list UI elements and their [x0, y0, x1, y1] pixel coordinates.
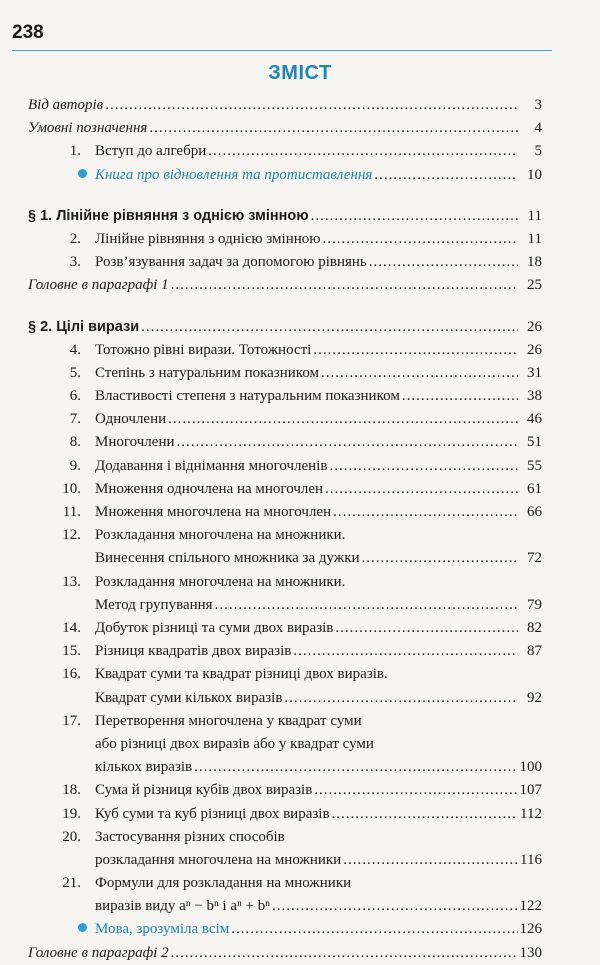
toc-entry[interactable]: [0, 228, 600, 251]
toc-entry-title: Різниця квадратів двох виразів: [95, 643, 292, 660]
toc-entry-page: 31: [527, 364, 542, 381]
toc-entry-number: 7.: [69, 411, 81, 428]
toc-entry-row: [95, 431, 542, 454]
toc-entry-page: 126: [519, 921, 542, 938]
toc-entry-row: [95, 756, 542, 779]
toc-entry[interactable]: [0, 251, 600, 274]
toc-entry[interactable]: [0, 274, 600, 297]
dot-leader: [284, 687, 518, 710]
toc-entry[interactable]: [0, 94, 600, 117]
toc-entry[interactable]: [0, 205, 600, 228]
toc-entry-row: [78, 164, 542, 187]
toc-entry-number: 18.: [62, 782, 81, 799]
toc-entry-page: 100: [519, 759, 542, 776]
toc-entry-row: [95, 640, 542, 663]
toc-entry-title: Винесення спільного множника за дужки: [95, 550, 360, 567]
toc-entry-row: [95, 849, 542, 872]
toc-entry-row: [95, 408, 542, 431]
toc-entry-number: 19.: [62, 805, 81, 822]
toc-entry-row: [28, 205, 542, 228]
toc-entry-title: Куб суми та куб різниці двох виразів: [95, 805, 330, 822]
dot-leader: [231, 918, 517, 941]
dot-leader: [168, 408, 518, 431]
toc-entry-row: [95, 228, 542, 251]
toc-entry-title: § 2. Цілі вирази: [28, 318, 140, 335]
toc-entry-number: 16.: [62, 666, 81, 683]
toc-entry-row: [95, 339, 542, 362]
toc-entry[interactable]: [0, 918, 600, 941]
toc-entry-title: Квадрат суми кількох виразів: [95, 689, 283, 706]
toc-entry-page: 25: [527, 277, 542, 294]
toc-entry-title: Сума й різниця кубів двох виразів: [95, 782, 313, 799]
toc-entry-page: 26: [527, 341, 542, 358]
toc-entry-page: 11: [527, 230, 542, 247]
toc-entry-title: Застосування різних способів: [95, 828, 285, 845]
toc-entry-page: 11: [527, 207, 542, 224]
toc-entry[interactable]: [0, 942, 600, 965]
toc-entry[interactable]: [0, 408, 600, 431]
toc-entry-number: 6.: [69, 388, 81, 405]
toc-entry-title: кількох виразів: [95, 759, 193, 776]
dot-leader: [325, 478, 518, 501]
toc-entry[interactable]: [0, 316, 600, 339]
toc-entry-number: 3.: [69, 254, 81, 271]
toc-entry-number: 14.: [62, 619, 81, 636]
toc-entry-title: Розв’язування задач за допомогою рівнянь: [95, 254, 367, 271]
dot-leader: [215, 594, 518, 617]
toc-entry-number: 2.: [69, 230, 81, 247]
toc-entry-number: 5.: [69, 364, 81, 381]
toc-entry-title: Мова, зрозуміла всім: [95, 921, 230, 938]
toc-entry-title: Додавання і віднімання многочленів: [95, 457, 328, 474]
dot-leader: [335, 617, 518, 640]
toc-entry-title: Головне в параграфі 1: [28, 277, 169, 294]
toc-entry-title: Від авторів: [28, 97, 104, 113]
toc-entry-row: [95, 895, 542, 918]
dot-leader: [171, 942, 518, 965]
dot-leader: [149, 117, 518, 140]
dot-leader: [141, 316, 518, 339]
dot-leader: [194, 756, 517, 779]
toc-entry[interactable]: [0, 826, 600, 872]
dot-leader: [343, 849, 518, 872]
toc-entry-row: [95, 617, 542, 640]
page-title: ЗМІСТ: [268, 62, 332, 84]
toc-entry-number: 8.: [69, 434, 81, 451]
toc-entry-page: 61: [527, 480, 542, 497]
toc-entry-row: [95, 362, 542, 385]
table-of-contents: [0, 94, 600, 965]
toc-entry[interactable]: [0, 501, 600, 524]
toc-entry-row: [95, 455, 542, 478]
toc-entry[interactable]: [0, 663, 600, 709]
dot-leader: [177, 431, 519, 454]
toc-entry-page: 4: [534, 120, 542, 137]
toc-entry-number: 13.: [62, 573, 81, 590]
toc-entry-row: [28, 117, 542, 140]
toc-entry[interactable]: [0, 362, 600, 385]
dot-leader: [171, 274, 518, 297]
toc-entry-title: Добуток різниці та суми двох виразів: [95, 619, 334, 636]
toc-entry-title: Лінійне рівняння з однією змінною: [95, 230, 321, 247]
toc-entry-title: Многочлени: [95, 434, 175, 451]
toc-entry-row: [95, 501, 542, 524]
dot-leader: [293, 640, 518, 663]
toc-entry-title: Властивості степеня з натуральним показником: [95, 388, 400, 405]
toc-entry-row: [28, 274, 542, 297]
toc-entry-page: 87: [527, 643, 542, 660]
toc-entry-page: 5: [534, 143, 542, 160]
toc-entry-page: 107: [519, 782, 542, 799]
toc-entry-row: [95, 779, 542, 802]
toc-entry-page: 46: [527, 411, 542, 428]
toc-entry-title: Перетворення многочлена у квадрат суми: [95, 712, 362, 729]
dot-leader: [332, 803, 518, 826]
dot-leader: [402, 385, 518, 408]
toc-entry-title: розкладання многочлена на множники: [95, 851, 342, 868]
toc-entry-number: 10.: [62, 480, 81, 497]
toc-entry-title: Формули для розкладання на множники: [95, 875, 352, 892]
toc-entry[interactable]: [0, 872, 600, 918]
toc-entry-row: [95, 594, 542, 617]
toc-entry-page: 122: [519, 898, 542, 915]
toc-entry-page: 26: [527, 318, 542, 335]
toc-entry[interactable]: [0, 710, 600, 780]
dot-leader: [374, 164, 518, 187]
dot-leader: [105, 94, 518, 117]
toc-entry-title: Тотожно рівні вирази. Тотожності: [95, 341, 312, 358]
toc-entry-title: Множення многочлена на многочлен: [95, 504, 332, 520]
toc-entry-row: [28, 316, 542, 339]
dot-leader: [362, 547, 518, 570]
toc-entry-row: [95, 385, 542, 408]
toc-entry-number: 1.: [69, 143, 81, 160]
toc-entry-number: 9.: [69, 457, 81, 474]
dot-leader: [311, 205, 518, 228]
toc-entry-page: 3: [534, 97, 542, 113]
toc-entry-page: 38: [527, 388, 542, 405]
toc-entry[interactable]: [0, 140, 600, 163]
toc-entry-number: 15.: [62, 643, 81, 660]
toc-entry-page: 82: [527, 619, 542, 636]
toc-entry-row: [95, 140, 542, 163]
toc-entry-title: Розкладання многочлена на множники.: [95, 573, 346, 590]
toc-entry-page: 112: [520, 805, 542, 822]
dot-leader: [272, 895, 518, 918]
bullet-icon: [78, 169, 87, 178]
toc-entry-page: 72: [527, 550, 542, 567]
toc-entry[interactable]: [0, 164, 600, 187]
toc-entry-title: або різниці двох виразів або у квадрат суми: [95, 735, 374, 752]
toc-entry-title: Множення одночлена на многочлен: [95, 480, 324, 497]
dot-leader: [322, 228, 518, 251]
toc-entry[interactable]: [0, 640, 600, 663]
toc-entry-title: Одночлени: [95, 411, 167, 428]
toc-entry-page: 10: [527, 166, 542, 183]
page-number: 238: [12, 22, 44, 43]
toc-entry[interactable]: [0, 455, 600, 478]
bullet-icon: [78, 923, 87, 932]
toc-entry-page: 79: [527, 596, 542, 613]
toc-entry-title: Квадрат суми та квадрат різниці двох виразів.: [95, 666, 388, 683]
toc-entry-row: [28, 94, 542, 117]
toc-entry[interactable]: [0, 385, 600, 408]
toc-entry-number: 4.: [69, 341, 81, 358]
dot-leader: [329, 455, 518, 478]
toc-entry-page: 130: [519, 944, 542, 961]
toc-entry-title: Метод групування: [95, 596, 213, 613]
toc-entry-title: Вступ до алгебри: [95, 143, 207, 160]
toc-entry-row: [28, 942, 542, 965]
dot-leader: [314, 779, 517, 802]
toc-entry-page: 51: [527, 434, 542, 451]
toc-entry[interactable]: [0, 617, 600, 640]
toc-entry-title: Розкладання многочлена на множники.: [95, 527, 346, 544]
header-rule: [12, 50, 552, 51]
dot-leader: [208, 140, 518, 163]
toc-entry-row: [95, 251, 542, 274]
toc-entry-row: [78, 918, 542, 941]
dot-leader: [321, 362, 518, 385]
toc-entry-title: Книга про відновлення та протиставлення: [95, 166, 373, 183]
toc-entry-page: 55: [527, 457, 542, 474]
toc-entry[interactable]: [0, 339, 600, 362]
toc-entry-number: 17.: [62, 712, 81, 729]
toc-entry-page: 92: [527, 689, 542, 706]
toc-entry[interactable]: [0, 803, 600, 826]
toc-entry-title: Степінь з натуральним показником: [95, 364, 320, 381]
toc-entry-number: 11.: [62, 504, 81, 520]
dot-leader: [369, 251, 518, 274]
toc-entry[interactable]: [0, 478, 600, 501]
toc-entry-number: 12.: [62, 527, 81, 544]
toc-entry[interactable]: [0, 571, 600, 617]
toc-entry-page: 18: [527, 254, 542, 271]
toc-entry-row: [95, 803, 542, 826]
toc-entry-number: 21.: [62, 875, 81, 892]
toc-entry[interactable]: [0, 431, 600, 454]
toc-entry-title: § 1. Лінійне рівняння з однією змінною: [28, 207, 309, 224]
toc-entry-page: 66: [527, 504, 542, 520]
toc-entry[interactable]: [0, 779, 600, 802]
toc-entry-page: 116: [520, 851, 542, 868]
toc-entry[interactable]: [0, 117, 600, 140]
toc-entry-row: [95, 478, 542, 501]
toc-entry-row: [95, 687, 542, 710]
toc-entry-title: виразів виду aⁿ − bⁿ і aⁿ + bⁿ: [95, 898, 270, 915]
toc-entry-title: Умовні позначення: [28, 120, 148, 137]
dot-leader: [333, 501, 518, 524]
toc-entry[interactable]: [0, 524, 600, 570]
toc-entry-title: Головне в параграфі 2: [28, 944, 169, 961]
toc-entry-row: [95, 547, 542, 570]
dot-leader: [313, 339, 518, 362]
toc-entry-number: 20.: [62, 828, 81, 845]
